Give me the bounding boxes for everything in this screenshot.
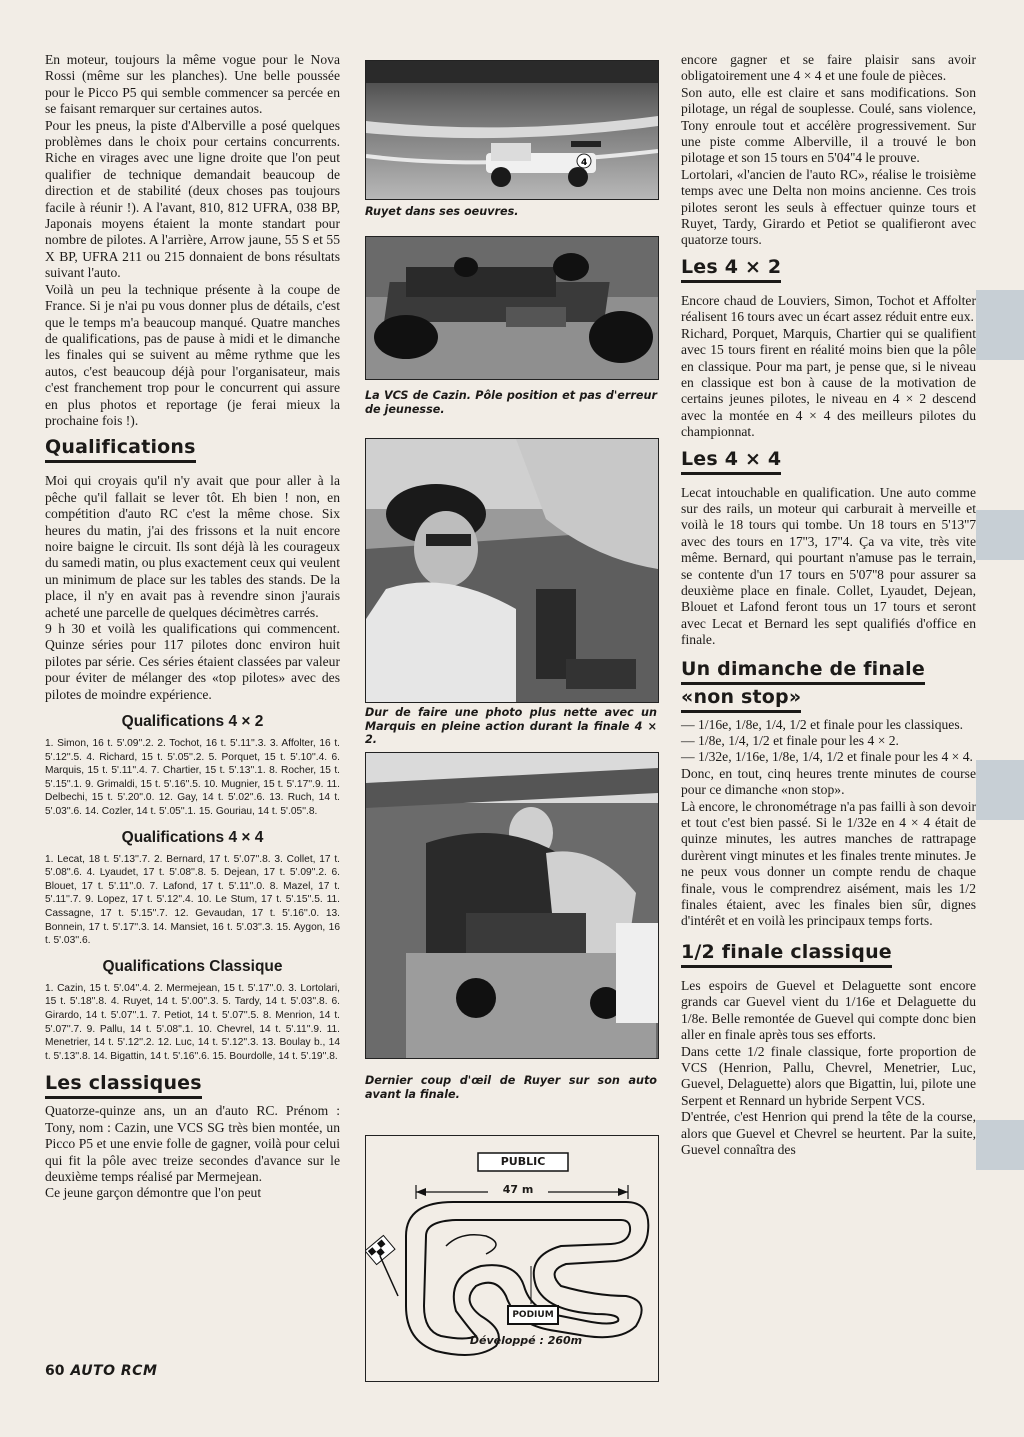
paragraph-classiques-1: Quatorze-quinze ans, un an d'auto RC. Prénom : Tony, nom : Cazin, une VCS SG très bien montée, un Picco P5 et une envie folle de gagner, voilà pour celui qui fit la pôle avec treize secondes d'avance sur le deuxième temps réalisé par Mermejean. (45, 1103, 340, 1184)
paragraph-right-7: Donc, en tout, cinq heures trente minutes de course pour ce dimanche «non stop». (681, 765, 976, 798)
results-qualif-classique: 1. Cazin, 15 t. 5'.04''.4. 2. Mermejean, 15 t. 5'.17''.0. 3. Lortolari, 15 t. 5'.18''.8. 4. Ruyet, 14 t. 5'.00''.3. 5. Tardy, 14 t. 5'.03''.8. 6. Girardo, 14 t. 5'.07''.1. 7. Petiot, 14 t. 5'.07''.5. 8. Menrion, 14 t. 5'.07''.7. 9. Pallu, 14 t. 5'.08''.1. 10. Chevrel, 14 t. 5'.11''.9. 11. Menetrier, 14 t. 5'.12''.2. 12. Luc, 14 t. 5'.12''.3. 13. Boulay b., 14 t. 5'.13''.8. 14. Bigattin, 14 t. 5'.16''.6. 15. Bourdolle, 14 t. 5'.19''.8. (45, 982, 340, 1062)
paragraph-qualif-1: Moi qui croyais qu'il n'y avait que pour aller à la pêche qu'il fallait se lever tôt. Eh bien ! non, en compétition d'auto RC c'est la même chose. Six heures du matin, j'ai des frissons et la nuit encore noire baigne le circuit. Ils sont déjà là les courageux du samedi matin, ou plus exactement ceux qui veulent un minimum de place sur les tables des stands. De la place, il n'y en avait pas à revendre sinon j'aurais acheté une parcelle de quelques décimètres carrés. (45, 473, 340, 620)
caption-photo-4: Dernier coup d'œil de Ruyer sur son auto avant la finale. (365, 1074, 657, 1101)
paragraph-qualif-2: 9 h 30 et voilà les qualifications qui commencent. Quinze séries pour 117 pilotes donc environ huit pilotes par série. Ces séries étaient classées par valeur pour éviter de mélanger des «top pilotes» avec des pilotes de moindre expérience. (45, 621, 340, 702)
photo-ruyer-pit (365, 752, 659, 1059)
paragraph-right-8: Là encore, le chronométrage n'a pas failli à son devoir et tout c'est bien passé. Si le 1/32e en 4 × 4 était de quinze minutes, les autres manches de rattrapage durèrent vingt minutes et les finales trente minutes. Je ne peux vous donner un compte rendu de chaque finale, vous le comprendrez aisément, mais les 1/2 finales étaient, avec les finales bien sûr, dignes d'intérêt et en voilà les principaux temps forts. (681, 798, 976, 929)
photo-ruyet-car (365, 60, 659, 200)
paragraph-right-3: Lortolari, «l'ancien de l'auto RC», réalise le troisième temps avec une Delta non moins ancienne. Ces trois pilotes seront les seuls à effectuer quinze tours et Ruyet, Tardy, Girardo et Petiot se qualifieront avec quatorze tours. (681, 166, 976, 248)
results-qualif-4x2: 1. Simon, 16 t. 5'.09''.2. 2. Tochot, 16 t. 5'.11''.3. 3. Affolter, 16 t. 5'.12''.5. 4. Richard, 15 t. 5'.05''.2. 5. Porquet, 15 t. 5'.10''.4. 6. Marquis, 15 t. 5'.11''.4. 7. Chartier, 15 t. 5'.13''.1. 8. Rocher, 15 t. 5'.15''.1. 9. Grimaldi, 15 t. 5'.16''.5. 10. Mugnier, 15 t. 5'.17''.9. 11. Delbechi, 15 t. 5'.20''.0. 12. Gay, 14 t. 5'.02''.6. 13. Ruch, 14 t. 5'.03''.6. 14. Cozler, 14 t. 5'.05''.1. 15. Gouriau, 14 t. 5'.05''.8. (45, 738, 340, 817)
paragraph-pneus: Pour les pneus, la piste d'Alberville a posé quelques problèmes dans le choix pour certains concurrents. Riche en virages avec une ligne droite que l'on peut qualifier de technique demandait beaucoup de direction et de stabilité (deux choses pas toujours facile à réunir !). A l'avant, 810, 812 UFRA, 038 BP, Japonais moyens étaient la monte standart pour nombre de pilotes. A l'arrière, Arrow jaune, 55 S et 55 X BP, UFRA 211 ou 215 donnaient de bons résultats suivant l'auto. (45, 117, 340, 281)
caption-photo-1: Ruyet dans ses oeuvres. (365, 205, 519, 218)
photo-marquis (365, 438, 659, 703)
photo-marquis-art (366, 439, 658, 702)
heading-qualif-classique: Qualifications Classique (102, 957, 283, 975)
left-column (45, 52, 340, 1202)
heading-dimanche-line1: Un dimanche de finale (681, 657, 925, 685)
right-column (681, 52, 976, 1158)
car-number: 4 (581, 158, 588, 168)
heading-dimanche-group (681, 657, 976, 713)
map-length-label: 47 m (502, 1183, 534, 1196)
results-qualif-4x4: 1. Lecat, 18 t. 5'.13''.7. 2. Bernard, 17 t. 5'.07''.8. 3. Collet, 17 t. 5'.08''.6. 4. Lyaudet, 17 t. 5'.08''.8. 5. Dejean, 17 t. 5'.09''.2. 6. Blouet, 17 t. 5'.11''.0. 7. Lafond, 17 t. 5'.11''.0. 8. Mazel, 17 t. 5'.11''.7. 9. Lopez, 17 t. 5'.12''.4. 10. Le Stum, 17 t. 5'.15''.5. 11. Cassagne, 17 t. 5'.15''.7. 12. Gevaudan, 17 t. 5'.16''.0. 13. Bonnein, 17 t. 5'.17''.3. 14. Mansiet, 16 t. 5'.03''.3. 15. Aygon, 16 t. 5'.03''.6. (45, 853, 340, 947)
paragraph-right-1: encore gagner et se faire plaisir sans avoir obligatoirement une 4 × 4 et une foule de pièces. (681, 52, 976, 84)
page-number: 60 (45, 1363, 65, 1379)
paragraph-technique: Voilà un peu la technique présente à la coupe de France. Si je n'ai pu vous donner plus de détails, c'est que le temps m'a beaucoup manqué. Quatre manches de qualifications, pas de pause à midi et le dimanche les finales qui se suivent au même rythme que les autos, c'est beaucoup déjà pour l'organisateur, mais c'est franchement trop pour le concurrent qui assure en plus photos et reportage (je ferai mieux la prochaine fois !). (45, 281, 340, 428)
paragraph-right-6: Lecat intouchable en qualification. Une auto comme sur des rails, un moteur qui carburait à merveille et voilà le 18 tours qui tombe. Un 18 tours en 5'13''7 avec des tours en 17''3, 17''4. Ça va vite, très vite même. Bernard, qui pourtant n'amuse pas le terrain, se contente d'un 17 tours en 5'07''8 pour assurer sa deuxième place en finale. Collet, Lyaudet, Dejean, Blouet et Lafond feront tous un 17 tours et seront avec Lecat et Bernard les sept qualifiés d'office en finale. (681, 484, 976, 648)
caption-photo-3: Dur de faire une photo plus nette avec un Marquis en pleine action durant la finale 4 × 2. (365, 706, 657, 747)
paragraph-right-9: Les espoirs de Guevel et Delaguette sont encore grands car Guevel vient du 1/16e et Delaguette du 1/8e. Belle remontée de Guevel qui compte donc bien aller en finale après tous ses efforts. (681, 977, 976, 1043)
heading-qualif-4x2: Qualifications 4 × 2 (121, 713, 264, 731)
photo-ruyer-art (366, 753, 658, 1058)
photo-vcs-cazin (365, 236, 659, 380)
paragraph-right-11: D'entrée, c'est Henrion qui prend la tête de la course, alors que Guevel et Chevrel se heurtent. Par la suite, Guevel connaîtra des (681, 1109, 976, 1157)
heading-demi-finale: 1/2 finale classique (681, 940, 892, 968)
heading-les-4x2: Les 4 × 2 (681, 255, 781, 283)
paragraph-right-2: Son auto, elle est claire et sans modifications. Son pilotage, un régal de souplesse. Coulé, sans violence, Tony enroule tout et accélère progressivement. Sur une piste comme Alberville, il a trouvé le bon pilotage et son 15 tours en 5'04''4 le prouve. (681, 84, 976, 166)
caption-photo-2: La VCS de Cazin. Pôle position et pas d'erreur de jeunesse. (365, 389, 657, 416)
page-footer (45, 1363, 157, 1379)
heading-dimanche-line2: «non stop» (681, 685, 801, 713)
heading-qualifications: Qualifications (45, 435, 196, 463)
photo-vcs-art (366, 237, 658, 379)
paragraph-moteur: En moteur, toujours la même vogue pour le Nova Rossi (même sur les planches). Une belle poussée pour le Picco P5 qui semble commencer sa percée en se faisant remarquer sur certaines autos. (45, 52, 340, 117)
map-developpe-label: Développé : 260m (469, 1334, 583, 1347)
magazine-name: AUTO RCM (70, 1363, 158, 1379)
margin-tab (976, 760, 1024, 820)
paragraph-right-5: Richard, Porquet, Marquis, Chartier qui se qualifient avec 15 tours firent en réalité moins bien que la pôle en classique. Pour ma part, je pense que, si le niveau en classique est bon à cause de la motivation de certains jeunes pilotes, le niveau en 4 × 2 descend avec la montée en 4 × 4 des meilleurs pilotes du championnat. (681, 325, 976, 440)
margin-tab (976, 290, 1024, 360)
margin-tab (976, 1120, 1024, 1170)
list-item-4x2: — 1/8e, 1/4, 1/2 et finale pour les 4 × 2. (681, 733, 899, 748)
photo-ruyet-art (366, 61, 658, 199)
map-podium-label: PODIUM (512, 1310, 554, 1320)
list-item-classiques: — 1/16e, 1/8e, 1/4, 1/2 et finale pour les classiques. (681, 716, 964, 732)
heading-les-4x4: Les 4 × 4 (681, 447, 781, 475)
list-item-4x4: — 1/32e, 1/16e, 1/8e, 1/4, 1/2 et finale pour les 4 × 4. (681, 749, 973, 765)
heading-qualif-4x4: Qualifications 4 × 4 (121, 828, 264, 846)
start-flag-icon (366, 1235, 398, 1296)
paragraph-right-4: Encore chaud de Louviers, Simon, Tochot et Affolter réalisent 16 tours avec un écart assez réduit entre eux. (681, 292, 976, 325)
paragraph-right-10: Dans cette 1/2 finale classique, forte proportion de VCS (Henrion, Pallu, Chevrel, Menetrier, Luc, Guevel, Delaguette) alors que Bigattin, lui, pilote une Serpent et Rennard un hybride Serpent VCS. (681, 1043, 976, 1108)
margin-tab (976, 510, 1024, 560)
map-public-label: PUBLIC (500, 1155, 546, 1168)
paragraph-classiques-2: Ce jeune garçon démontre que l'on peut (45, 1185, 262, 1201)
heading-les-classiques: Les classiques (45, 1071, 202, 1099)
track-map (365, 1135, 659, 1382)
